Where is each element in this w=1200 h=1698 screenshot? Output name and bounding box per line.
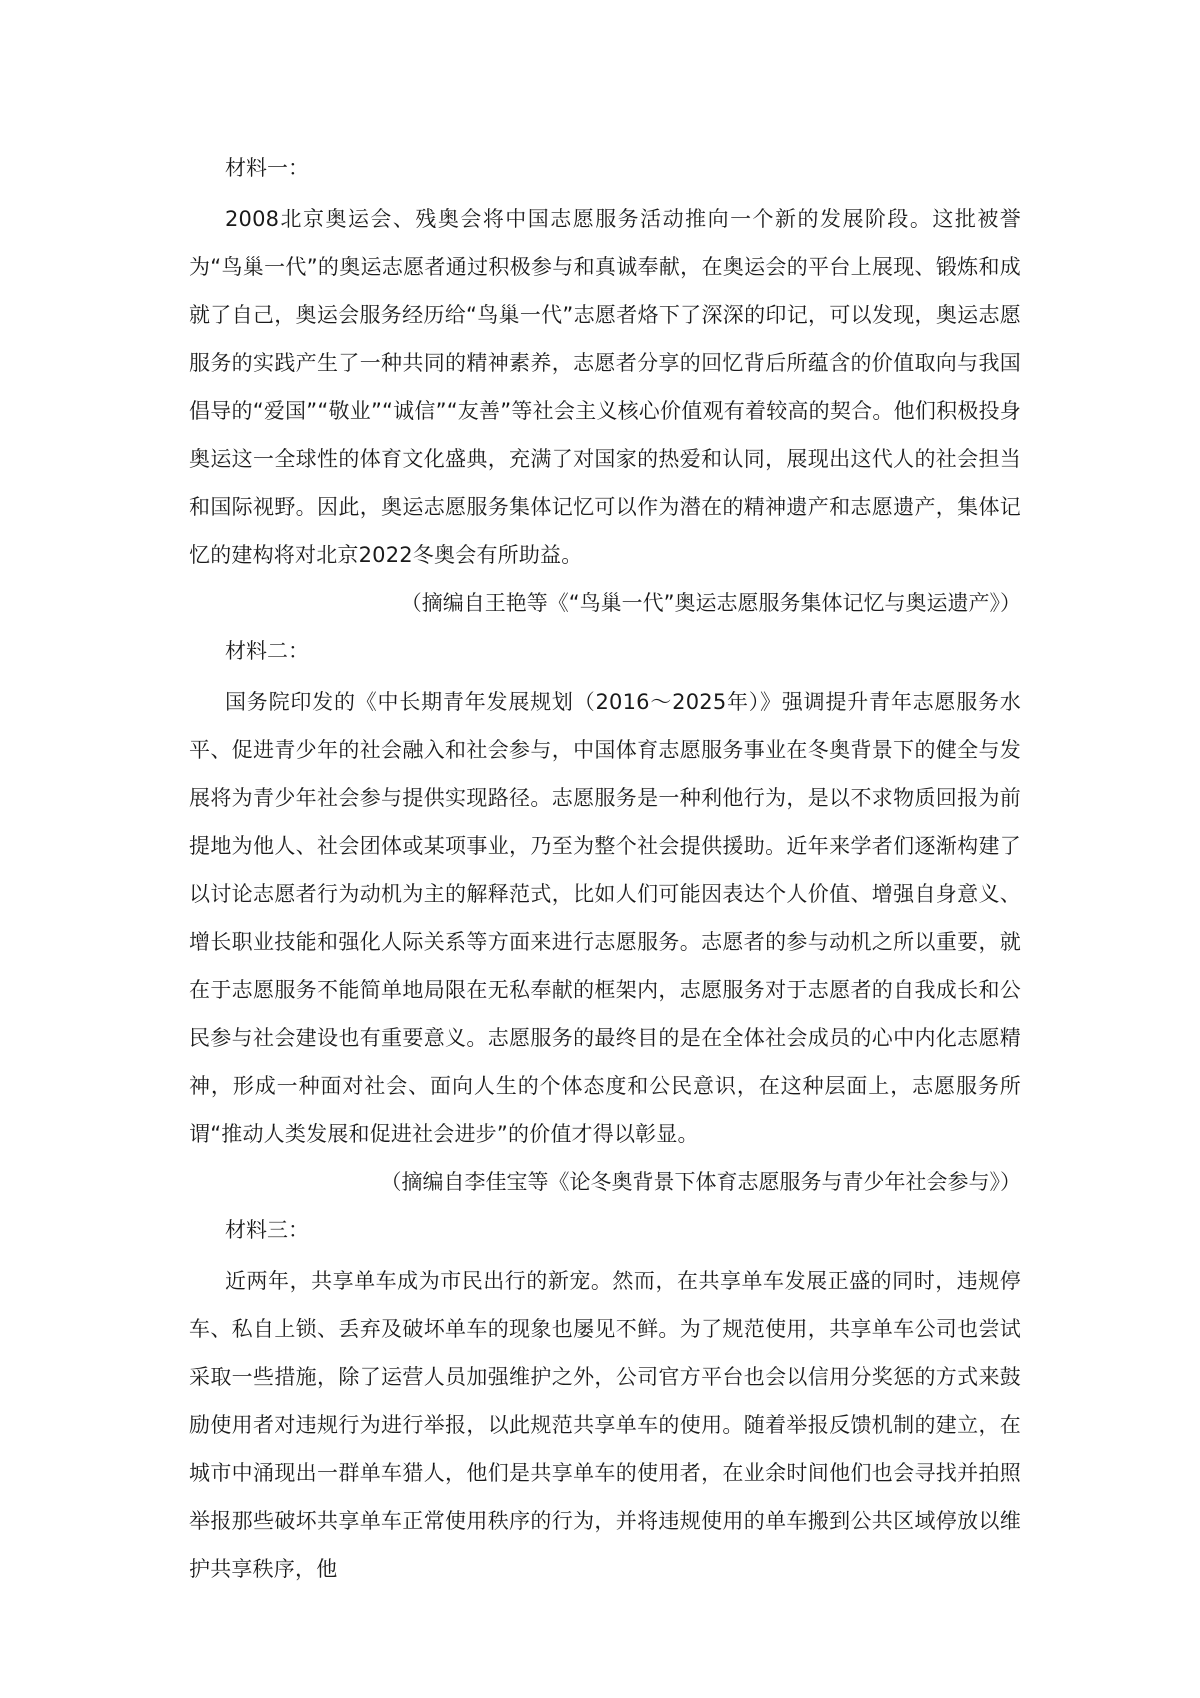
material-2-source: （摘编自李佳宝等《论冬奥背景下体育志愿服务与青少年社会参与》）	[380, 1170, 1021, 1194]
material-1-text: 2008北京奥运会、残奥会将中国志愿服务活动推向一个新的发展阶段。这批被誉为“鸟巢一代”的奥运志愿者通过积极参与和真诚奉献，在奥运会的平台上展现、锻炼和成就了自己，奥运会服务经历给“鸟巢一代”志愿者烙下了深深的印记，可以发现，奥运志愿服务的实践产生了一种共同的精神素养，志愿者分享的回忆背后所蕴含的价值取向与我国倡导的“爱国”“敬业”“诚信”“友善”等社会主义核心价值观有着较高的契合。他们积极投身奥运这一全球性的体育文化盛典，充满了对国家的热爱和认同，展现出这代人的社会担当和国际视野。因此，奥运志愿服务集体记忆可以作为潜在的精神遗产和志愿遗产，集体记忆的建构将对北京2022冬奥会有所助益。	[189, 207, 1021, 567]
document-page	[189, 147, 1021, 1593]
material-1-label: 材料一：	[225, 156, 309, 180]
material-3-text: 近两年，共享单车成为市民出行的新宠。然而，在共享单车发展正盛的同时，违规停车、私自上锁、丢弃及破坏单车的现象也屡见不鲜。为了规范使用，共享单车公司也尝试采取一些措施，除了运营人员加强维护之外，公司官方平台也会以信用分奖惩的方式来鼓励使用者对违规行为进行举报，以此规范共享单车的使用。随着举报反馈机制的建立，在城市中涌现出一群单车猎人，他们是共享单车的使用者，在业余时间他们也会寻找并拍照举报那些破坏共享单车正常使用秩序的行为，并将违规使用的单车搬到公共区域停放以维护共享秩序，他	[189, 1269, 1021, 1581]
material-3-label: 材料三：	[225, 1218, 309, 1242]
material-2-text: 国务院印发的《中长期青年发展规划（2016～2025年）》强调提升青年志愿服务水平、促进青少年的社会融入和社会参与，中国体育志愿服务事业在冬奥背景下的健全与发展将为青少年社会参与提供实现路径。志愿服务是一种利他行为，是以不求物质回报为前提地为他人、社会团体或某项事业，乃至为整个社会提供援助。近年来学者们逐渐构建了以讨论志愿者行为动机为主的解释范式，比如人们可能因表达个人价值、增强自身意义、增长职业技能和强化人际关系等方面来进行志愿服务。志愿者的参与动机之所以重要，就在于志愿服务不能简单地局限在无私奉献的框架内，志愿服务对于志愿者的自我成长和公民参与社会建设也有重要意义。志愿服务的最终目的是在全体社会成员的心中内化志愿精神，形成一种面对社会、面向人生的个体态度和公民意识，在这种层面上，志愿服务所谓“推动人类发展和促进社会进步”的价值才得以彰显。	[189, 690, 1021, 1146]
material-1-source: （摘编自王艳等《“鸟巢一代”奥运志愿服务集体记忆与奥运遗产》）	[400, 591, 1021, 615]
material-2-label: 材料二：	[225, 639, 309, 663]
